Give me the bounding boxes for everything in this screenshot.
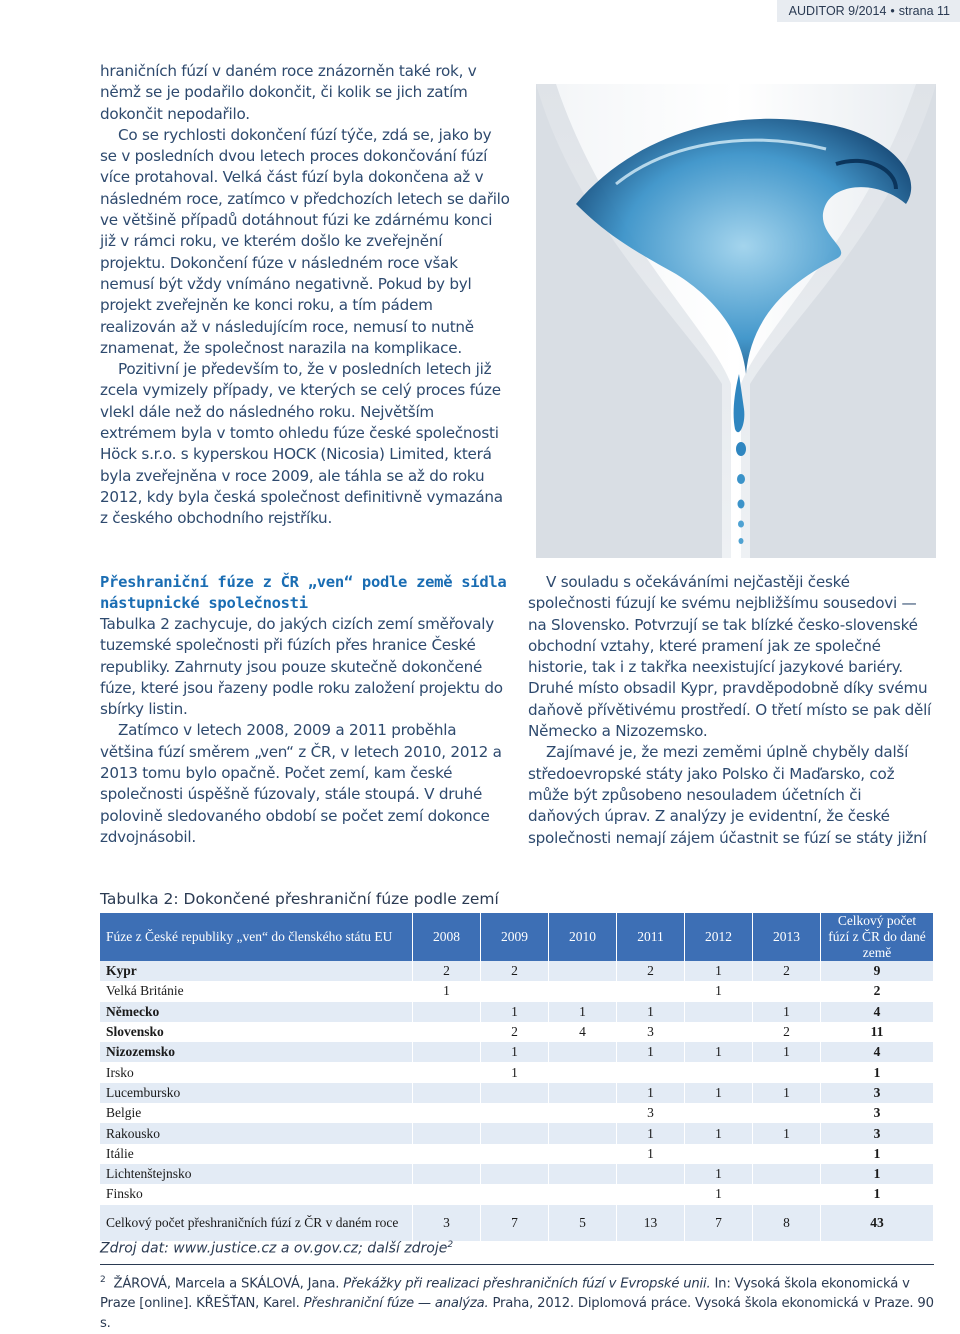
- sum-cell: 7: [481, 1205, 549, 1241]
- year-cell: [413, 1164, 481, 1184]
- year-cell: [413, 1083, 481, 1103]
- year-cell: 4: [549, 1022, 617, 1042]
- year-cell: 1: [753, 1123, 821, 1143]
- header-country: Fúze z České republiky „ven“ do členského státu EU: [100, 913, 413, 961]
- year-cell: 1: [617, 1002, 685, 1022]
- year-cell: [617, 1184, 685, 1204]
- year-cell: 2: [617, 961, 685, 981]
- year-cell: [685, 1002, 753, 1022]
- section-heading: Přeshraniční fúze z ČR „ven“ podle země sídla nástupnické společnosti: [100, 573, 507, 612]
- year-cell: [481, 1184, 549, 1204]
- year-cell: [549, 961, 617, 981]
- year-cell: 1: [617, 1042, 685, 1062]
- year-cell: 1: [481, 1062, 549, 1082]
- year-cell: [753, 1164, 821, 1184]
- year-cell: 1: [481, 1042, 549, 1062]
- country-cell: Irsko: [100, 1062, 413, 1082]
- sum-cell: 8: [753, 1205, 821, 1241]
- year-cell: 1: [617, 1144, 685, 1164]
- year-cell: [617, 981, 685, 1001]
- journal-issue: AUDITOR 9/2014: [788, 4, 887, 18]
- table-row: [100, 1083, 934, 1103]
- year-cell: [617, 1164, 685, 1184]
- year-cell: 1: [413, 981, 481, 1001]
- header-box: [777, 0, 960, 22]
- table-row: [100, 981, 934, 1001]
- total-cell: 2: [821, 981, 934, 1001]
- footnote-title: Přeshraniční fúze — analýza.: [303, 1296, 489, 1312]
- footnote-source: In: Vysoká škola ekonomická v Praze [online]. KŘEŠŤAN, Karel.: [100, 1276, 910, 1312]
- year-cell: 1: [753, 1083, 821, 1103]
- year-cell: 1: [617, 1123, 685, 1143]
- sum-total: 43: [821, 1205, 934, 1241]
- year-cell: [481, 981, 549, 1001]
- source-text: Zdroj dat: www.justice.cz a ov.gov.cz; další zdroje: [100, 1240, 448, 1257]
- table-row: [100, 1062, 934, 1082]
- year-cell: 3: [617, 1022, 685, 1042]
- country-cell: Lucembursko: [100, 1083, 413, 1103]
- total-cell: 1: [821, 1062, 934, 1082]
- year-cell: [481, 1103, 549, 1123]
- year-cell: 1: [685, 1083, 753, 1103]
- year-cell: 2: [753, 961, 821, 981]
- year-cell: [481, 1144, 549, 1164]
- table-row: [100, 1042, 934, 1062]
- country-cell: Velká Británie: [100, 981, 413, 1001]
- sum-cell: 13: [617, 1205, 685, 1241]
- country-cell: Nizozemsko: [100, 1042, 413, 1062]
- column-left-bottom: [100, 572, 510, 848]
- paragraph: Tabulka 2 zachycuje, do jakých cizích zemí směřovaly tuzemské společnosti při fúzích přes hranice České republiky. Zahrnuty jsou pouze skutečně dokončené fúze, které jsou řazeny podle roku založení projektu do sbírky listin.: [100, 615, 503, 719]
- sum-label: Celkový počet přeshraničních fúzí z ČR v daném roce: [100, 1205, 413, 1241]
- year-cell: [685, 1103, 753, 1123]
- table-row: [100, 1022, 934, 1042]
- year-cell: 1: [685, 1042, 753, 1062]
- table-title: Tabulka 2: Dokončené přeshraniční fúze podle zemí: [100, 890, 499, 908]
- year-cell: 1: [685, 1164, 753, 1184]
- header-year: 2012: [685, 913, 753, 961]
- paragraph: Zajímavé je, že mezi zeměmi úplně chyběly další středoevropské státy jako Polsko či Maďarsko, což může být způsobeno nesouladem účetních či daňových úprav. Z analýzy je evidentní, že české společnosti nemají zájem účastnit se fúzí se státy jižní: [528, 743, 927, 847]
- sum-cell: 3: [413, 1205, 481, 1241]
- header-separator: •: [890, 4, 895, 18]
- year-cell: [549, 1042, 617, 1062]
- country-cell: Finsko: [100, 1184, 413, 1204]
- year-cell: 1: [617, 1083, 685, 1103]
- total-cell: 11: [821, 1022, 934, 1042]
- year-cell: [549, 1062, 617, 1082]
- footnote-details: Praha, 2012. Diplomová práce. Vysoká škola ekonomická v Praze. 90 s.: [100, 1296, 934, 1332]
- country-cell: Rakousko: [100, 1123, 413, 1143]
- year-cell: [549, 1123, 617, 1143]
- total-cell: 9: [821, 961, 934, 981]
- year-cell: 2: [753, 1022, 821, 1042]
- hourglass-water-image: [536, 84, 936, 558]
- country-cell: Itálie: [100, 1144, 413, 1164]
- year-cell: [413, 1002, 481, 1022]
- page-header: [0, 0, 960, 22]
- year-cell: [685, 1144, 753, 1164]
- table-sum-row: [100, 1205, 934, 1241]
- year-cell: [753, 981, 821, 1001]
- year-cell: [413, 1103, 481, 1123]
- footnote-authors: ŽÁROVÁ, Marcela a SKÁLOVÁ, Jana.: [113, 1276, 340, 1292]
- year-cell: 1: [685, 1123, 753, 1143]
- total-cell: 3: [821, 1123, 934, 1143]
- mergers-table: [100, 913, 934, 1241]
- country-cell: Kypr: [100, 961, 413, 981]
- sum-cell: 7: [685, 1205, 753, 1241]
- year-cell: [413, 1144, 481, 1164]
- year-cell: [549, 1103, 617, 1123]
- country-cell: Belgie: [100, 1103, 413, 1123]
- year-cell: [753, 1103, 821, 1123]
- total-cell: 4: [821, 1042, 934, 1062]
- year-cell: [753, 1062, 821, 1082]
- page-number: strana 11: [898, 4, 950, 18]
- year-cell: 3: [617, 1103, 685, 1123]
- year-cell: [549, 1083, 617, 1103]
- table-row: [100, 1123, 934, 1143]
- year-cell: [481, 1123, 549, 1143]
- header-year: 2010: [549, 913, 617, 961]
- country-cell: Slovensko: [100, 1022, 413, 1042]
- year-cell: [549, 1184, 617, 1204]
- header-total: Celkový počet fúzí z ČR do dané země: [821, 913, 934, 961]
- year-cell: [549, 1164, 617, 1184]
- year-cell: 1: [685, 1184, 753, 1204]
- paragraph: Zatímco v letech 2008, 2009 a 2011 proběhla většina fúzí směrem „ven“ z ČR, v letech 2010, 2012 a 2013 tomu bylo opačně. Počet zemí, kam české společnosti úspěšně fúzovaly, stále stoupá. V druhé polovině sledovaného období se počet zemí dokonce zdvojnásobil.: [100, 721, 502, 846]
- year-cell: [413, 1022, 481, 1042]
- country-cell: Německo: [100, 1002, 413, 1022]
- year-cell: [413, 1184, 481, 1204]
- table-row: [100, 961, 934, 981]
- table-row: [100, 1184, 934, 1204]
- total-cell: 4: [821, 1002, 934, 1022]
- total-cell: 1: [821, 1184, 934, 1204]
- table-row: [100, 1103, 934, 1123]
- year-cell: [617, 1062, 685, 1082]
- total-cell: 3: [821, 1103, 934, 1123]
- table-row: [100, 1164, 934, 1184]
- year-cell: 2: [413, 961, 481, 981]
- year-cell: 1: [481, 1002, 549, 1022]
- table-body: [100, 961, 934, 1241]
- year-cell: [685, 1022, 753, 1042]
- year-cell: 2: [481, 961, 549, 981]
- year-cell: 1: [753, 1002, 821, 1022]
- total-cell: 3: [821, 1083, 934, 1103]
- footnote-number: 2: [100, 1275, 106, 1285]
- year-cell: [753, 1144, 821, 1164]
- footnote: [100, 1270, 940, 1334]
- sum-cell: 5: [549, 1205, 617, 1241]
- total-cell: 1: [821, 1164, 934, 1184]
- total-cell: 1: [821, 1144, 934, 1164]
- year-cell: [685, 1062, 753, 1082]
- column-left-top: [100, 61, 510, 530]
- header-year: 2009: [481, 913, 549, 961]
- paragraph: Pozitivní je především to, že v posledních letech již zcela vymizely případy, ve kterých se celý proces fúze vlekl dále než do následného roku. Největším extrémem byla v tomto ohledu fúze české společnosti Höck s.r.o. s kyperskou HOCK (Nicosia) Limited, která byla zveřejněna v roce 2009, ale táhla se až do roku 2012, kdy byla česká společnost definitivně vymazána z českého obchodního rejstříku.: [100, 360, 503, 528]
- source-footnote-ref: 2: [447, 1240, 454, 1250]
- year-cell: [481, 1083, 549, 1103]
- table-header-row: [100, 913, 934, 961]
- table-source: [100, 1240, 453, 1257]
- year-cell: [413, 1123, 481, 1143]
- year-cell: 1: [685, 961, 753, 981]
- header-year: 2011: [617, 913, 685, 961]
- paragraph: hraničních fúzí v daném roce znázorněn také rok, v němž se je podařilo dokončit, či kolik se jich zatím dokončit nepodařilo.: [100, 62, 477, 123]
- table-row: [100, 1144, 934, 1164]
- year-cell: [413, 1042, 481, 1062]
- country-cell: Lichtenštejnsko: [100, 1164, 413, 1184]
- year-cell: [413, 1062, 481, 1082]
- footnote-divider: [100, 1264, 934, 1265]
- header-year: 2008: [413, 913, 481, 961]
- year-cell: [549, 1144, 617, 1164]
- year-cell: [481, 1164, 549, 1184]
- year-cell: 2: [481, 1022, 549, 1042]
- column-right: [528, 572, 933, 849]
- paragraph: Co se rychlosti dokončení fúzí týče, zdá se, jako by se v posledních dvou letech proces dokončování fúzí více protahoval. Velká část fúzí byla dokončena až v následném roce, zatímco v předchozích letech se dařilo ve většině případů dotáhnout fúzi ke zdárnému konci již v rámci roku, ve kterém došlo ke zveřejnění projektu. Dokončení fúze v následném roce však nemusí být vždy vnímáno negativně. Pokud by byl projekt zveřejněn ke konci roku, a tím pádem realizován až v následujícím roce, nemusí to nutně znamenat, že společnost narazila na komplikace.: [100, 125, 510, 357]
- header-year: 2013: [753, 913, 821, 961]
- year-cell: [753, 1184, 821, 1204]
- year-cell: 1: [753, 1042, 821, 1062]
- footnote-title: Překážky při realizaci přeshraničních fúzí v Evropské unii.: [343, 1276, 711, 1292]
- paragraph: V souladu s očekáváními nejčastěji české společnosti fúzují ke svému nejbližšímu sousedovi — na Slovensko. Potvrzují se tak blízké česko-slovenské obchodní vztahy, které pramení jak ze společné historie, tak i z takřka neexistující jazykové bariéry. Druhé místo obsadil Kypr, pravděpodobně díky svému daňově přívětivému prostředí. O třetí místo se pak dělí Německo a Nizozemsko.: [528, 573, 932, 741]
- year-cell: 1: [549, 1002, 617, 1022]
- year-cell: [549, 981, 617, 1001]
- year-cell: 1: [685, 981, 753, 1001]
- table-row: [100, 1002, 934, 1022]
